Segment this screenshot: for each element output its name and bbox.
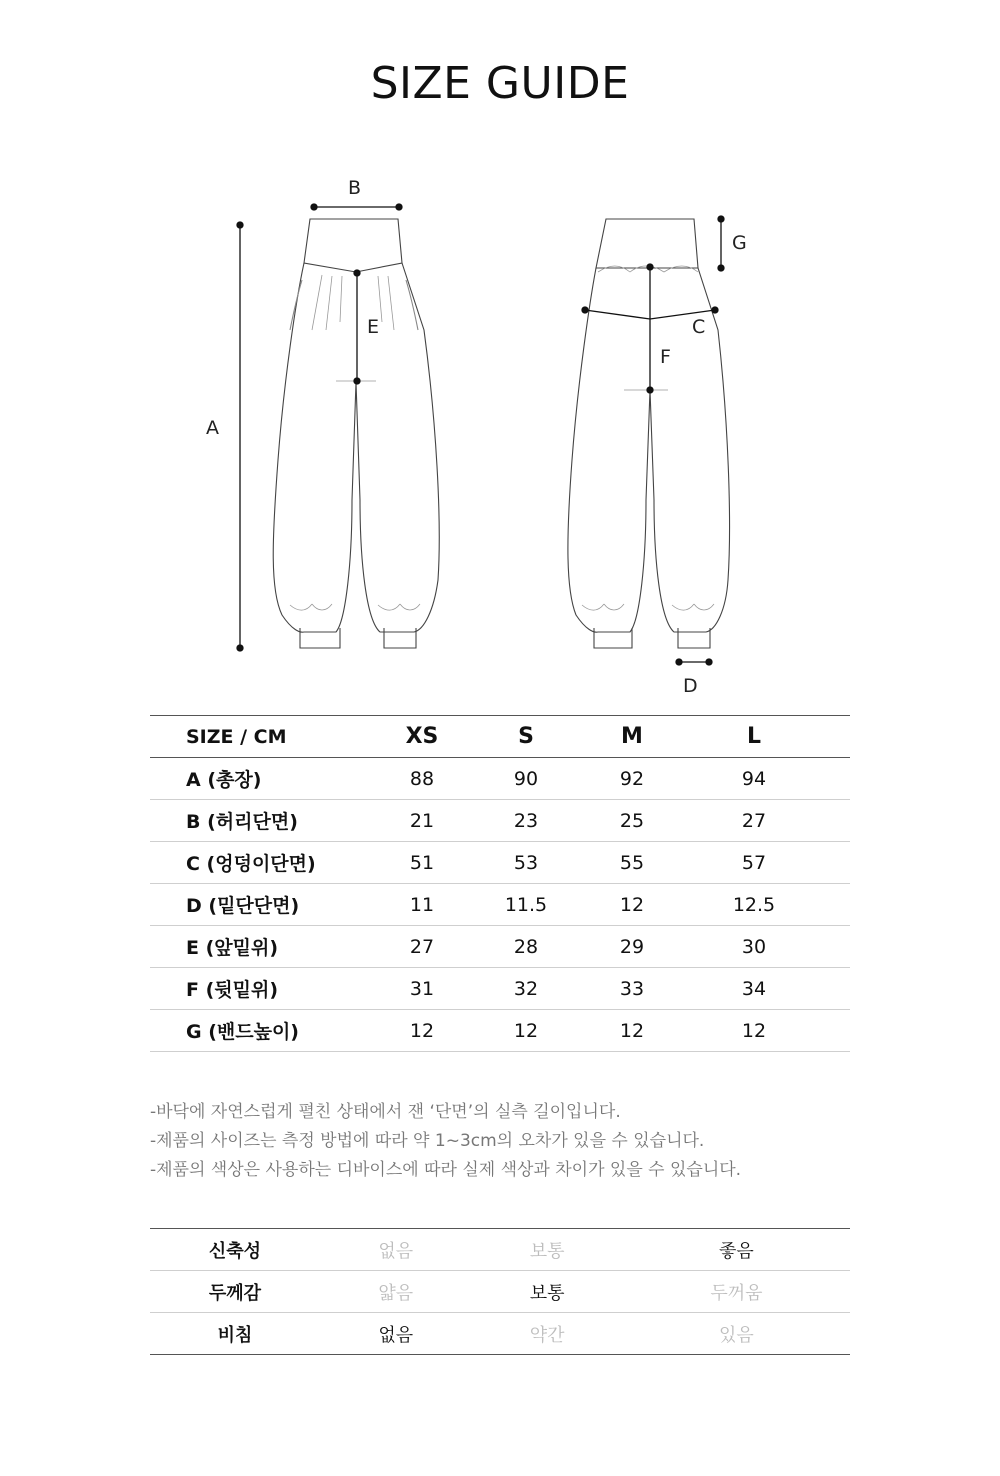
row-label: E (앞밑위)	[150, 926, 372, 968]
table-row	[150, 926, 850, 968]
cell-value: 94	[684, 758, 824, 800]
table-row	[150, 968, 850, 1010]
fabric-attr-label: 신축성	[150, 1229, 320, 1271]
fabric-option: 보통	[471, 1229, 622, 1271]
fabric-row-thickness	[150, 1271, 850, 1313]
fabric-option: 좋음	[623, 1229, 850, 1271]
cell-value: 11	[372, 884, 472, 926]
back-pants-drawing	[568, 219, 730, 648]
label-d: D	[683, 675, 698, 697]
row-label: G (밴드높이)	[150, 1010, 372, 1052]
row-label: D (밑단단면)	[150, 884, 372, 926]
pants-measurement-diagram	[0, 160, 1000, 710]
table-row	[150, 842, 850, 884]
cell-value: 31	[372, 968, 472, 1010]
cell-value: 25	[580, 800, 684, 842]
note-line: -바닥에 자연스럽게 펼친 상태에서 잰 ‘단면’의 실측 길이입니다.	[150, 1102, 621, 1122]
cell-value: 12	[580, 1010, 684, 1052]
cell-value: 32	[472, 968, 580, 1010]
fabric-option: 없음	[320, 1229, 471, 1271]
label-f: F	[660, 346, 671, 368]
cell-value: 12	[580, 884, 684, 926]
cell-value: 30	[684, 926, 824, 968]
fabric-info-table	[150, 1228, 850, 1355]
fabric-row-stretch	[150, 1229, 850, 1271]
note-line: -제품의 색상은 사용하는 디바이스에 따라 실제 색상과 차이가 있을 수 있습니다.	[150, 1160, 742, 1180]
cell-value: 51	[372, 842, 472, 884]
row-label: F (뒷밑위)	[150, 968, 372, 1010]
cell-value: 92	[580, 758, 684, 800]
cell-value: 12	[684, 1010, 824, 1052]
table-row	[150, 800, 850, 842]
page-title: SIZE GUIDE	[370, 58, 630, 109]
cell-value: 23	[472, 800, 580, 842]
label-g: G	[732, 232, 747, 254]
cell-value: 53	[472, 842, 580, 884]
row-label: A (총장)	[150, 758, 372, 800]
fabric-option: 보통	[471, 1271, 622, 1313]
cell-value: 28	[472, 926, 580, 968]
note-line: -제품의 사이즈는 측정 방법에 따라 약 1~3cm의 오차가 있을 수 있습니다.	[150, 1131, 705, 1151]
fabric-option: 두꺼움	[623, 1271, 850, 1313]
cell-value: 12	[372, 1010, 472, 1052]
cell-value: 29	[580, 926, 684, 968]
cell-value: 34	[684, 968, 824, 1010]
table-row	[150, 1010, 850, 1052]
size-header-l: L	[684, 716, 824, 758]
size-header-xs: XS	[372, 716, 472, 758]
table-row	[150, 758, 850, 800]
size-header-m: M	[580, 716, 684, 758]
cell-value: 12.5	[684, 884, 824, 926]
cell-value: 55	[580, 842, 684, 884]
cell-value: 12	[472, 1010, 580, 1052]
cell-value: 27	[372, 926, 472, 968]
cell-value: 11.5	[472, 884, 580, 926]
fabric-option: 있음	[719, 1324, 754, 1346]
table-row	[150, 884, 850, 926]
front-measure-lines	[237, 204, 402, 651]
fabric-option: 없음	[378, 1324, 414, 1346]
cell-value: 33	[580, 968, 684, 1010]
size-table-header	[150, 716, 850, 758]
fabric-attr-label: 비침	[217, 1324, 253, 1346]
label-e: E	[367, 316, 380, 338]
row-label: B (허리단면)	[150, 800, 372, 842]
label-b: B	[348, 177, 362, 199]
fabric-option: 얇음	[320, 1271, 471, 1313]
size-header-label: SIZE / CM	[150, 716, 372, 758]
row-label: C (엉덩이단면)	[150, 842, 372, 884]
cell-value: 57	[684, 842, 824, 884]
fabric-row-sheerness	[150, 1313, 850, 1355]
measurement-notes	[150, 1098, 910, 1185]
label-c: C	[692, 316, 706, 338]
size-table	[150, 715, 850, 1052]
cell-value: 21	[372, 800, 472, 842]
cell-value: 88	[372, 758, 472, 800]
cell-value: 27	[684, 800, 824, 842]
size-header-s: S	[472, 716, 580, 758]
fabric-attr-label: 두께감	[150, 1271, 320, 1313]
cell-value: 90	[472, 758, 580, 800]
fabric-option: 약간	[529, 1324, 565, 1346]
front-pants-drawing	[273, 219, 439, 648]
label-a: A	[206, 417, 219, 439]
